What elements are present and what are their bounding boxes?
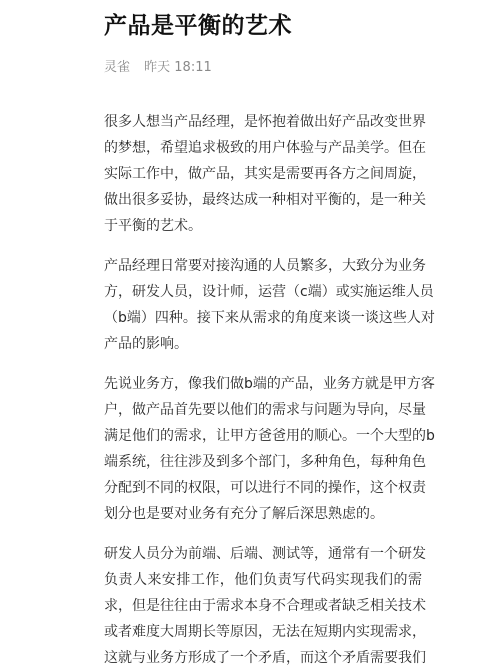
paragraph-line: 先说业务方，像我们做b端的产品，业务方就是甲方客 [104,376,435,392]
paragraph-line: 于平衡的艺术。 [104,218,202,234]
paragraph [104,541,426,666]
paragraph-line: 负责人来安排工作，他们负责写代码实现我们的需 [104,572,422,588]
paragraph-line: 做出很多妥协，最终达成一种相对平衡的，是一种关 [104,192,426,208]
paragraph-line: 或者难度大周期长等原因，无法在短期内实现需求， [104,624,426,640]
article-title: 产品是平衡的艺术 [104,13,292,39]
paragraph-line: 求，但是往往由于需求本身不合理或者缺乏相关技术 [104,598,426,614]
article-body [104,109,435,666]
paragraph [104,109,426,239]
paragraph-line: 端系统，往往涉及到多个部门，多种角色，每种角色 [104,454,426,470]
paragraph-line: 方，研发人员，设计师，运营（c端）或实施运维人员 [104,284,434,300]
paragraph-line: 很多人想当产品经理，是怀抱着做出好产品改变世界 [104,114,426,130]
article-meta [104,58,212,78]
paragraph-line: （b端）四种。接下来从需求的角度来谈一谈这些人对 [104,310,435,326]
publish-time: 昨天 18:11 [144,60,212,75]
paragraph-line: 产品的影响。 [104,336,188,352]
paragraph-line: 分配到不同的权限，可以进行不同的操作，这个权责 [104,480,426,496]
paragraph-line: 户，做产品首先要以他们的需求与问题为导向，尽量 [104,402,426,418]
author-name[interactable]: 灵雀 [104,60,131,75]
paragraph-line: 的梦想，希望追求极致的用户体验与产品美学。但在 [104,140,426,156]
paragraph-line: 满足他们的需求，让甲方爸爸用的顺心。一个大型的b [104,428,435,444]
paragraph [104,371,435,527]
paragraph-line: 这就与业务方形成了一个矛盾，而这个矛盾需要我们 [104,650,426,666]
paragraph-line: 研发人员分为前端、后端、测试等，通常有一个研发 [104,546,426,562]
paragraph-line: 产品经理日常要对接沟通的人员繁多，大致分为业务 [104,258,426,274]
paragraph-line: 划分也是要对业务有充分了解后深思熟虑的。 [104,506,384,522]
paragraph-line: 实际工作中，做产品，其实是需要再各方之间周旋， [104,166,426,182]
paragraph [104,253,435,357]
